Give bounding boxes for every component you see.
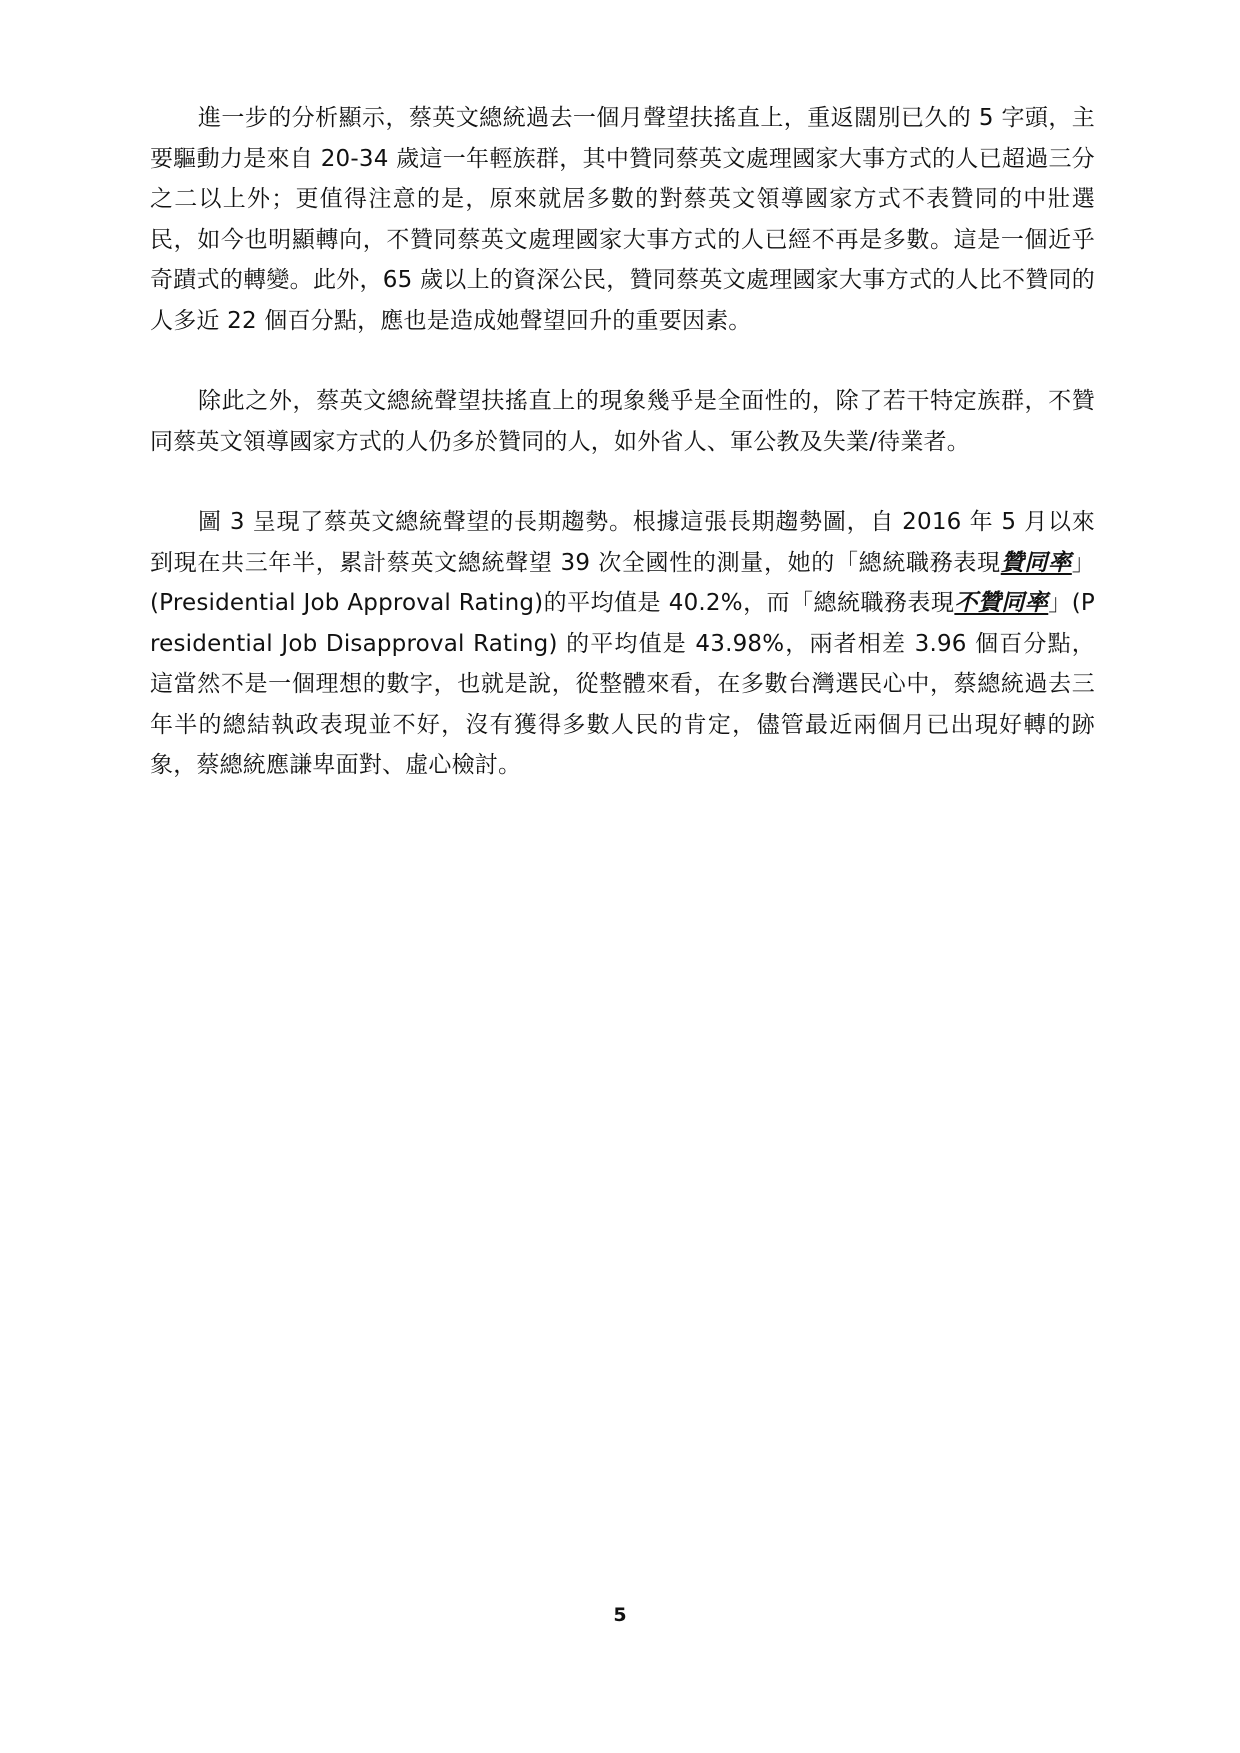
paragraph-2: 除此之外，蔡英文總統聲望扶搖直上的現象幾乎是全面性的，除了若干特定族群，不贊同蔡英文領導國家方式的人仍多於贊同的人，如外省人、軍公教及失業/待業者。 <box>150 388 1095 455</box>
disapproval-rate-term: 不贊同率 <box>954 590 1049 616</box>
paragraph-3-text-a: 圖 3 呈現了蔡英文總統聲望的長期趨勢。根據這張長期趨勢圖，自 2016 年 5 月以來到現在共三年半，累計蔡英文總統聲望 39 次全國性的測量，她的「總統職務表現 <box>150 509 1095 576</box>
paragraph-3-text-c: 」(Presidential Job Disapproval Rating) 的平均值是 43.98%，兩者相差 3.96 個百分點，這當然不是一個理想的數字，也就是說，從整體來看，在多數台灣選民心中，蔡總統過去三年半的總結執政表現並不好，沒有獲得多數人民的肯定，儘管最近兩個月已出現好轉的跡象，蔡總統應謙卑面對、虛心檢討。 <box>150 590 1095 778</box>
paragraph-3-text-b: 」(Presidential Job Approval Rating)的平均值是 40.2%，而「總統職務表現 <box>150 549 1095 616</box>
paragraph-3 <box>150 502 1095 786</box>
paragraph-1: 進一步的分析顯示，蔡英文總統過去一個月聲望扶搖直上，重返闊別已久的 5 字頭，主要驅動力是來自 20-34 歲這一年輕族群，其中贊同蔡英文處理國家大事方式的人已超過三分之二以上外；更值得注意的是，原來就居多數的對蔡英文領導國家方式不表贊同的中壯選民，如今也明顯轉向，不贊同蔡英文處理國家大事方式的人已經不再是多數。這是一個近乎奇蹟式的轉變。此外，65 歲以上的資深公民，贊同蔡英文處理國家大事方式的人比不贊同的人多近 22 個百分點，應也是造成她聲望回升的重要因素。 <box>150 105 1095 334</box>
approval-rate-term: 贊同率 <box>1000 549 1072 576</box>
body-text <box>150 98 1095 826</box>
page-number: 5 <box>613 1604 627 1626</box>
